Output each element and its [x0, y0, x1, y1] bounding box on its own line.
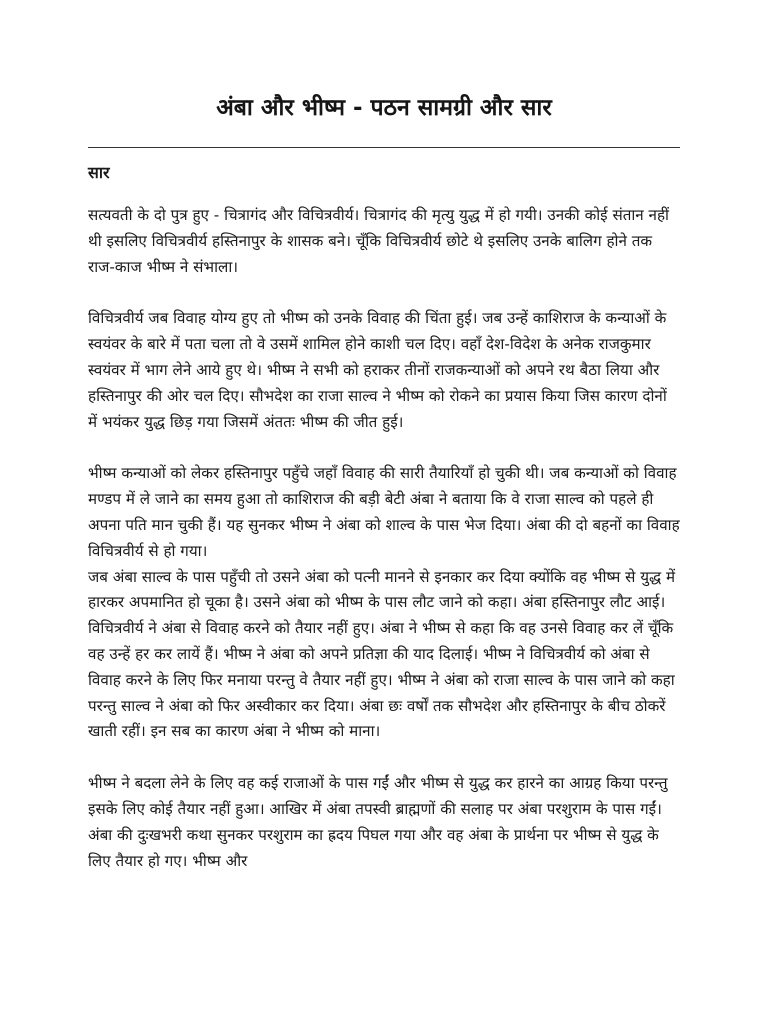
- paragraph-4: जब अंबा साल्व के पास पहुँची तो उसने अंबा को पत्नी मानने से इनकार कर दिया क्योंकि वह भीष्म से युद्ध में हारकर अपमानित हो चूका है। उसने अंबा को भीष्म के पास लौट जाने को कहा। अंबा हस्तिनापुर लौट आई। विचित्रवीर्य ने अंबा से विवाह करने को तैयार नहीं हुए। अंबा ने भीष्म से कहा कि वह उनसे विवाह कर लें चूँकि वह उन्हें हर कर लायें हैं। भीष्म ने अंबा को अपने प्रतिज्ञा की याद दिलाई। भीष्म ने विचित्रवीर्य को अंबा से विवाह करने के लिए फिर मनाया परन्तु वे तैयार नहीं हुए। भीष्म ने अंबा को राजा साल्व के पास जाने को कहा परन्तु साल्व ने अंबा को फिर अस्वीकार कर दिया। अंबा छः वर्षों तक सौभदेश और हस्तिनापुर के बीच ठोकरें खाती रहीं। इन सब का कारण अंबा ने भीष्म को माना।: [88, 567, 676, 741]
- paragraph-3: भीष्म कन्याओं को लेकर हस्तिनापुर पहुँचे जहाँ विवाह की सारी तैयारियाँ हो चुकी थी। जब कन्याओं को विवाह मण्डप में ले जाने का समय हुआ तो काशिराज की बड़ी बेटी अंबा ने बताया कि वे राजा साल्व को पहले ही अपना पति मान चुकी हैं। यह सुनकर भीष्म ने अंबा को शाल्व के पास भेज दिया। अंबा की दो बहनों का विवाह विचित्रवीर्य से हो गया।: [88, 464, 680, 560]
- title-divider: [88, 147, 680, 148]
- document-page: [88, 92, 680, 874]
- paragraph-1: सत्यवती के दो पुत्र हुए - चित्रागंद और विचित्रवीर्य। चित्रागंद की मृत्यु युद्ध में हो गयी। उनकी कोई संतान नहीं थी इसलिए विचित्रवीर्य हस्तिनापुर के शासक बने। चूँकि विचित्रवीर्य छोटे थे इसलिए उनके बालिग होने तक राज-काज भीष्म ने संभाला।: [88, 206, 669, 276]
- section-heading-summary: सार: [88, 163, 110, 182]
- document-title: अंबा और भीष्म - पठन सामग्री और सार: [216, 95, 552, 121]
- paragraph-2: विचित्रवीर्य जब विवाह योग्य हुए तो भीष्म को उनके विवाह की चिंता हुई। जब उन्हें काशिराज के कन्याओं के स्वयंवर के बारे में पता चला तो वे उसमें शामिल होने काशी चल दिए। वहाँ देश-विदेश के अनेक राजकुमार स्वयंवर में भाग लेने आये हुए थे। भीष्म ने सभी को हराकर तीनों राजकन्याओं को अपने रथ बैठा लिया और हस्तिनापुर की ओर चल दिए। सौभदेश का राजा साल्व ने भीष्म को रोकने का प्रयास किया जिस कारण दोनों में भयंकर युद्ध छिड़ गया जिसमें अंततः भीष्म की जीत हुई।: [88, 309, 667, 431]
- paragraph-5: भीष्म ने बदला लेने के लिए वह कई राजाओं के पास गईं और भीष्म से युद्ध कर हारने का आग्रह किया परन्तु इसके लिए कोई तैयार नहीं हुआ। आखिर में अंबा तपस्वी ब्राह्मणों की सलाह पर अंबा परशुराम के पास गईं। अंबा की दुःखभरी कथा सुनकर परशुराम का ह्रदय पिघल गया और वह अंबा के प्रार्थना पर भीष्म से युद्ध के लिए तैयार हो गए। भीष्म और: [88, 774, 668, 870]
